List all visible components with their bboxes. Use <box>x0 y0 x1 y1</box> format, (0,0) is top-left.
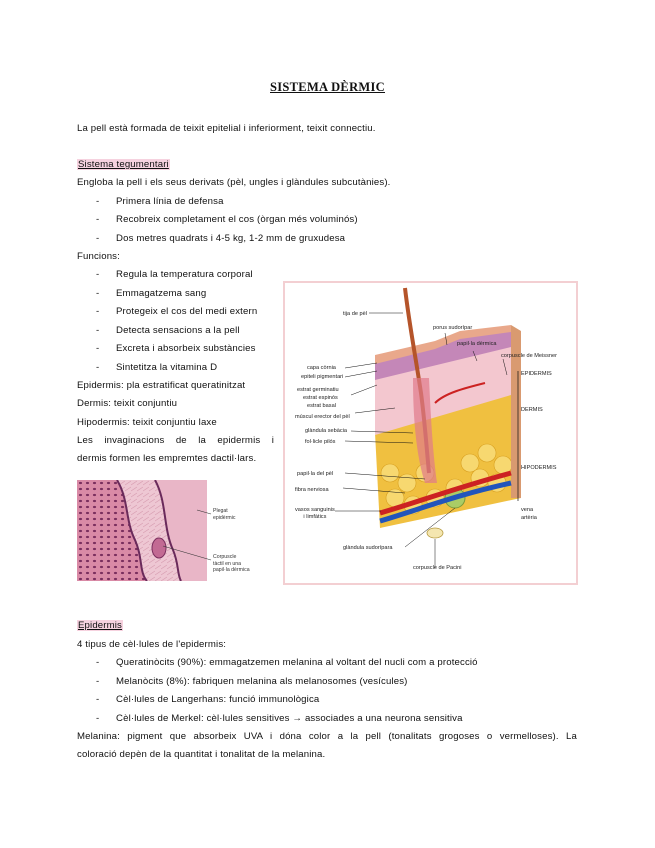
diagram-label: estrat espinós <box>303 395 338 401</box>
funcions-label: Funcions: <box>77 251 120 262</box>
diagram-label: múscul erector del pèl <box>295 414 350 420</box>
diagram-label: fibra nerviosa <box>295 487 329 493</box>
diagram-label: estrat germinatiu <box>297 387 339 393</box>
skin-diagram <box>283 281 578 585</box>
diagram-label: DERMIS <box>521 407 543 413</box>
diagram-label: vena <box>521 507 534 513</box>
diagram-label: vasos sanguinis i limfàtics <box>295 507 335 520</box>
diagram-label: fol·licle pilós <box>305 439 336 445</box>
intro-text: La pell està formada de teixit epitelial i inferiorment, teixit connectiu. <box>77 123 376 134</box>
diagram-label: glàndula sudorípara <box>343 545 393 551</box>
diagram-label: porus sudorípar <box>433 325 473 331</box>
diagram-label: papil·la del pèl <box>297 471 334 477</box>
invaginacions-line2: dermis formen les empremtes dactil·lars. <box>77 453 257 464</box>
diagram-label: HIPODERMIS <box>521 465 557 471</box>
diagram-label: capa còrnia <box>307 365 336 371</box>
diagram-label: artèria <box>521 515 537 521</box>
diagram-label: corpuscle de Meissner <box>501 353 557 359</box>
diagram-label: tija de pèl <box>343 311 367 317</box>
histology-micrograph <box>77 480 267 581</box>
epidermis-heading: Epidermis <box>78 620 123 631</box>
melanina-line2: coloració depèn de la quantitat i tonalitat de la melanina. <box>77 749 326 760</box>
invaginacions-line1: Les invaginacions de la epidermis i <box>77 435 274 446</box>
page-title: SISTEMA DÈRMIC <box>270 80 385 94</box>
layer-epidermis: Epidermis: pla estratificat queratinitzat <box>77 380 246 391</box>
tegumentari-heading: Sistema tegumentari <box>78 159 169 170</box>
diagram-label: glàndula sebàcia <box>305 428 347 434</box>
layer-dermis: Dermis: teixit conjuntiu <box>77 398 178 409</box>
diagram-label: corpuscle de Pacini <box>413 565 462 571</box>
diagram-label: papil·la dèrmica <box>457 341 497 347</box>
diagram-label: epiteli pigmentari <box>301 374 344 380</box>
label-plegat: Plegat epidèrmic <box>213 508 236 521</box>
layer-hipodermis: Hipodermis: teixit conjuntiu laxe <box>77 417 217 428</box>
epidermis-intro: 4 tipus de cèl·lules de l'epidermis: <box>77 639 227 650</box>
label-corpuscle-tactil: Corpuscle tàctil en una papil·la dèrmica <box>213 554 250 573</box>
melanina-line1: Melanina: pigment que absorbeix UVA i dóna color a la pell (tonalitats grogoses o vermelloses). La <box>77 731 577 742</box>
diagram-label: EPIDERMIS <box>521 371 552 377</box>
diagram-label: estrat basal <box>307 403 336 409</box>
tegumentari-desc: Engloba la pell i els seus derivats (pèl, ungles i glàndules subcutànies). <box>77 177 391 188</box>
